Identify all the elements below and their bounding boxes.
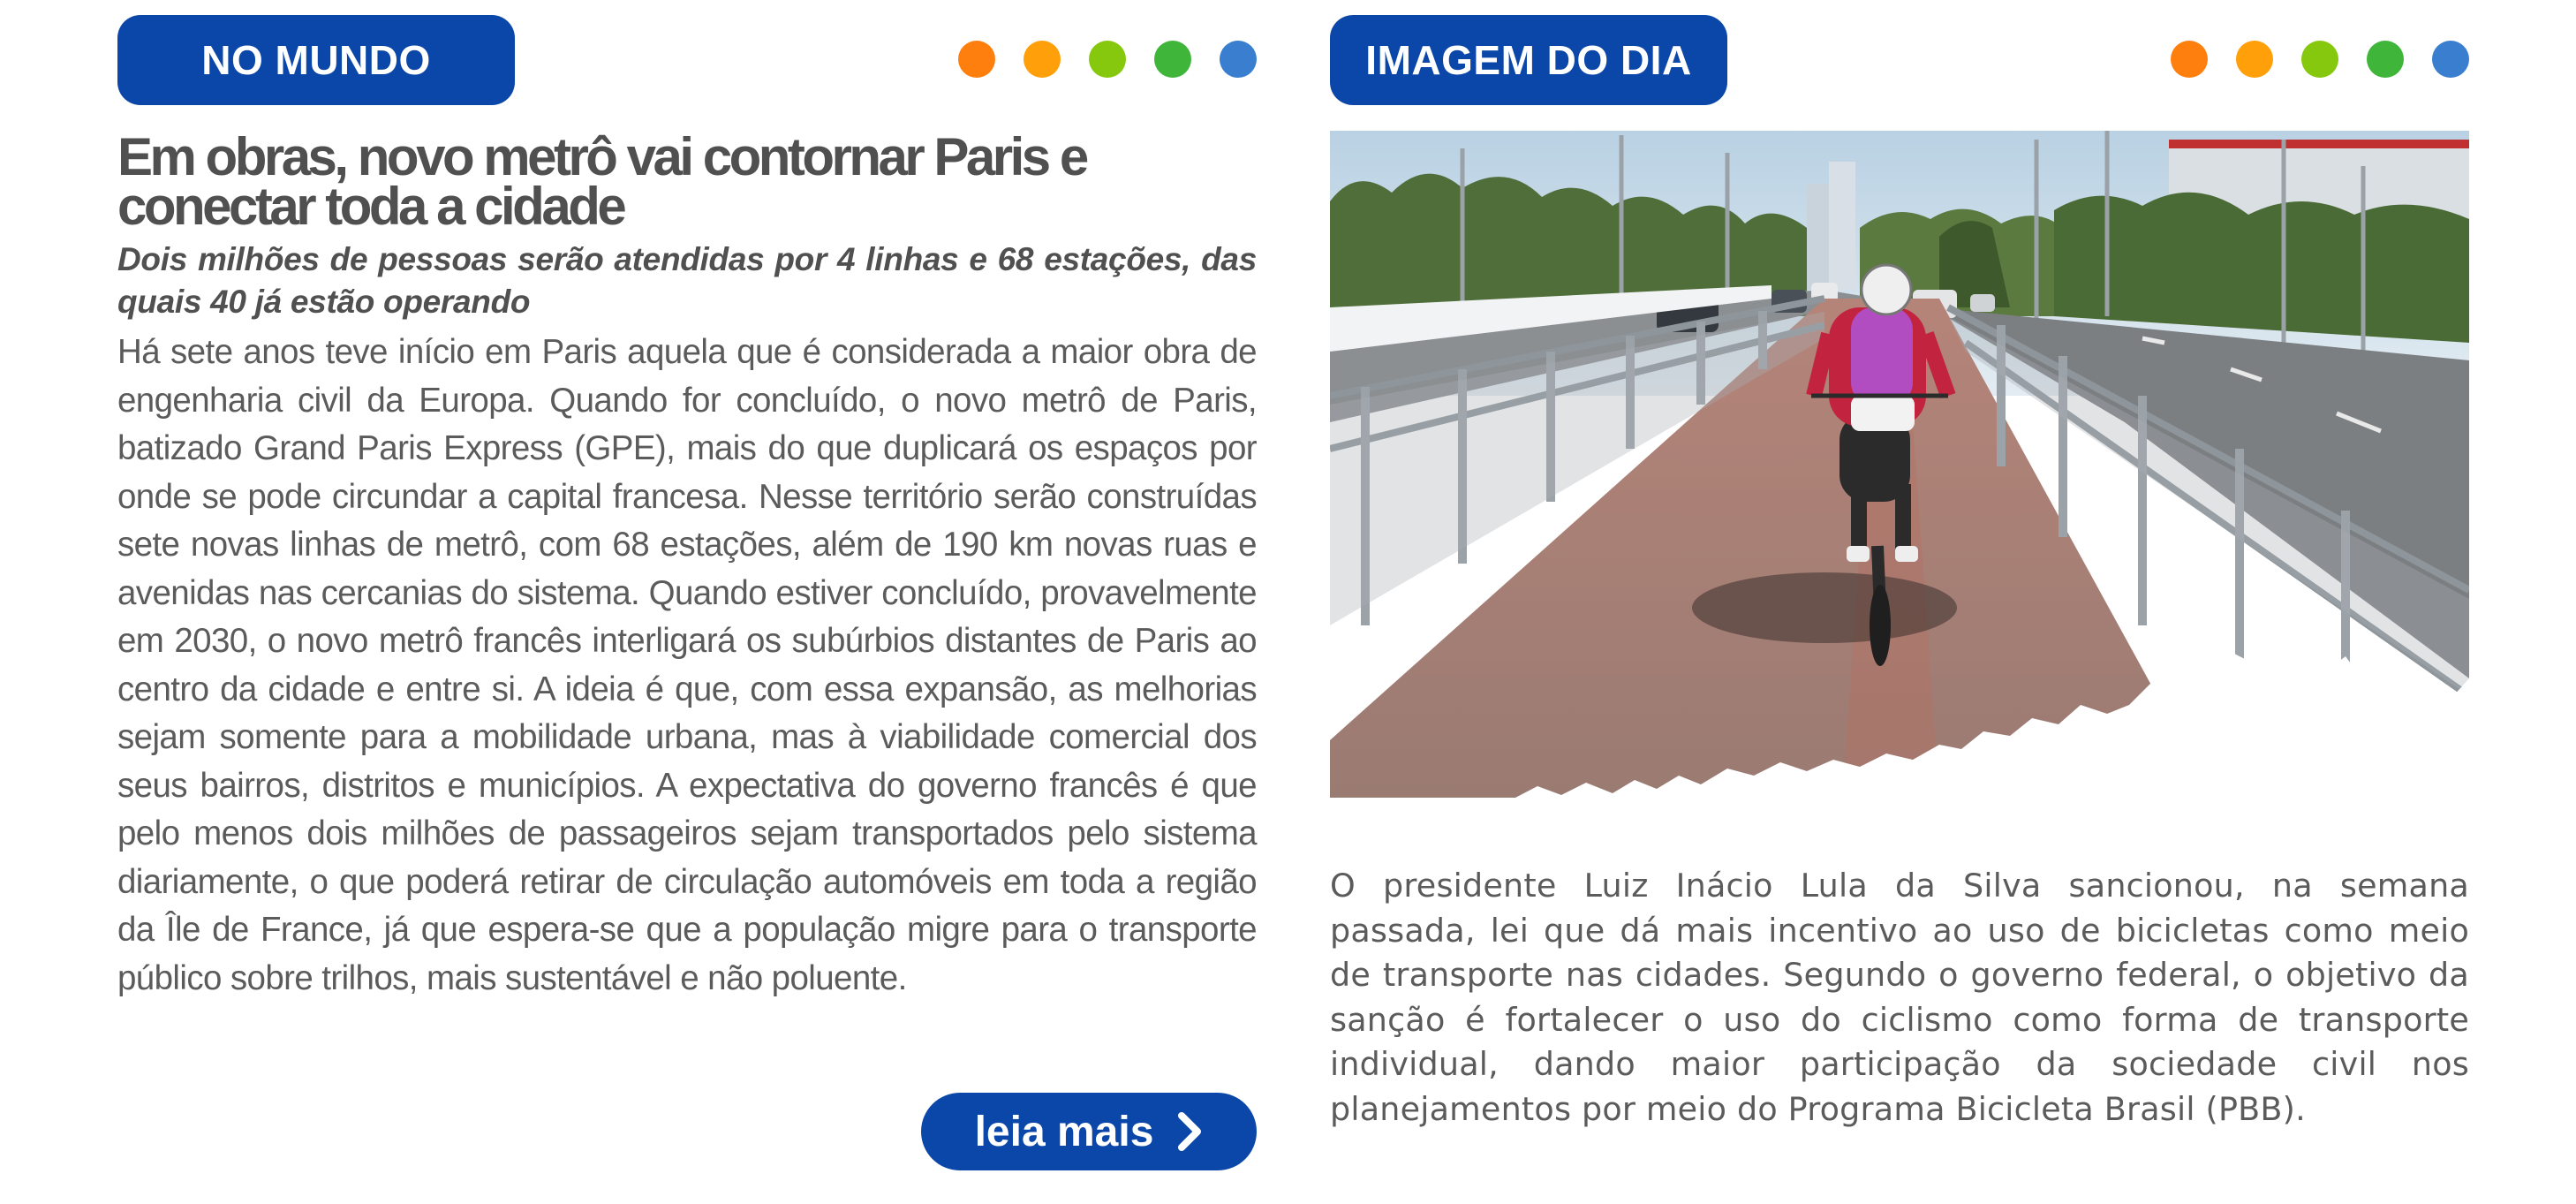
dot-blue (1220, 41, 1257, 78)
dot-lime (2301, 41, 2338, 78)
read-more-label: leia mais (974, 1108, 1154, 1155)
dot-amber (1024, 41, 1061, 78)
photo-caption: O presidente Luiz Inácio Lula da Silva sancionou, na semana passada, lei que dá mais incentivo ao uso de bicicletas como meio de transporte nas cidades. Segundo o governo federal, o objetivo da sanção é fortalecer o uso do ciclismo como forma de transporte individual, dando maior participação da sociedade civil nos planejamentos por meio do Programa Bicicleta Brasil (PBB). (1330, 867, 2469, 1128)
dot-green (1154, 41, 1191, 78)
dot-blue (2432, 41, 2469, 78)
dot-orange (958, 41, 995, 78)
article-subtitle: Dois milhões de pessoas serão atendidas por 4 linhas e 68 estações, das quais 40 já estão operando (117, 241, 1257, 320)
dot-orange (2171, 41, 2208, 78)
read-more-button[interactable] (921, 1093, 1257, 1170)
photo-cyclist-bike-lane (1330, 131, 2469, 798)
section-label-no-mundo: NO MUNDO (117, 15, 515, 105)
article-headline: Em obras, novo metrô vai contornar Paris e conectar toda a cidade (117, 127, 1086, 236)
article-body: Há sete anos teve início em Paris aquela que é considerada a maior obra de engenharia civil da Europa. Quando for concluído, o novo metrô de Paris, batizado Grand Paris Express (GPE), mais do que duplicará os espaços por onde se pode circundar a capital francesa. Nesse território serão construídas sete novas linhas de metrô, com 68 estações, além de 190 km novas ruas e avenidas nas cercanias do sistema. Quando estiver concluído, provavelmente em 2030, o novo metrô francês interligará os subúrbios distantes de Paris ao centro da cidade e entre si. A ideia é que, com essa expansão, as melhorias sejam somente para a mobilidade urbana, mas à viabilidade comercial dos seus bairros, distritos e municípios. A expectativa do governo francês é que pelo menos dois milhões de passageiros sejam transportados pelo sistema diariamente, o que poderá retirar de circulação automóveis em toda a região da Île de France, já que espera-se que a população migre para o transporte público sobre trilhos, mais sustentável e não poluente. (117, 333, 1257, 997)
decorative-dots (2171, 41, 2469, 78)
dot-lime (1089, 41, 1126, 78)
decorative-dots (958, 41, 1257, 78)
dot-amber (2236, 41, 2273, 78)
dot-green (2367, 41, 2404, 78)
chevron-right-icon (1176, 1112, 1203, 1151)
section-label-imagem-do-dia: IMAGEM DO DIA (1330, 15, 1727, 105)
